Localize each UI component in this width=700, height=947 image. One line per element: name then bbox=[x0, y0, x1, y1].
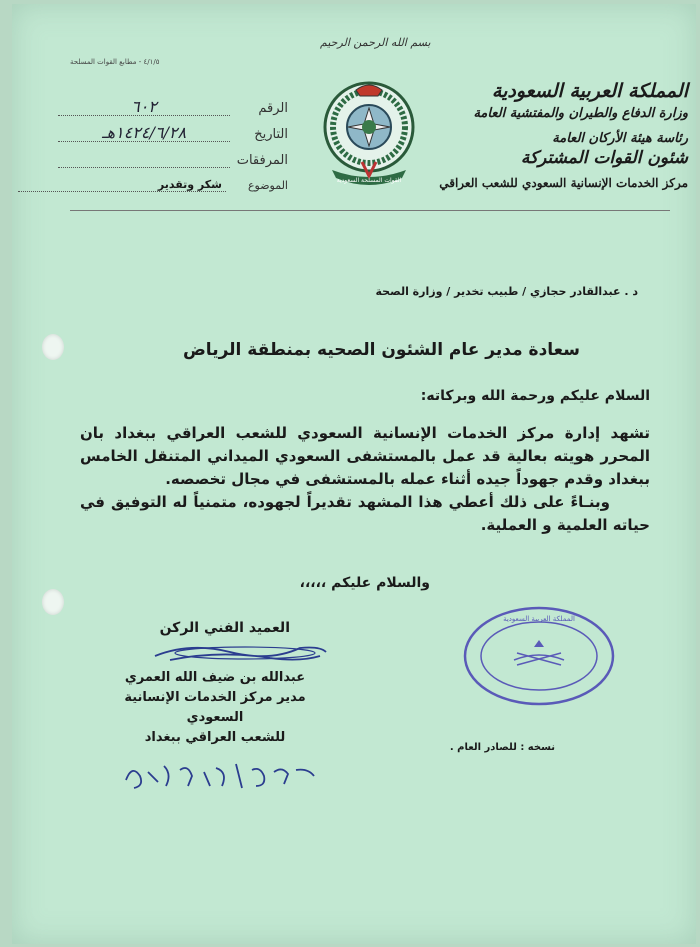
reference-number-row bbox=[58, 90, 288, 116]
letterhead-joint-forces: شئون القوات المشتركة bbox=[520, 148, 688, 168]
number-label: الرقم bbox=[258, 101, 288, 116]
attachments-row bbox=[58, 142, 288, 168]
copy-note: نسخه : للصادر العام . bbox=[449, 742, 555, 753]
binder-holes bbox=[12, 4, 48, 944]
letter-body bbox=[80, 422, 650, 537]
addressee: سعادة مدير عام الشئون الصحيه بمنطقة الرياض bbox=[182, 340, 580, 360]
emblem-caption: القوات المسلحة السعودية bbox=[336, 177, 402, 184]
handwritten-date-icon bbox=[118, 752, 328, 798]
signatory-position: مدير مركز الخدمات الإنسانية السعودي bbox=[124, 690, 306, 725]
subject-row bbox=[18, 178, 288, 192]
official-stamp-icon bbox=[462, 605, 617, 707]
stamp-text: المملكة العربية السعودية bbox=[503, 615, 575, 623]
recipient-note: د . عبدالقادر حجازي / طبيب تخدير / وزارة الصحة bbox=[375, 285, 638, 298]
handwritten-signature-icon bbox=[150, 638, 330, 666]
reference-date-row bbox=[58, 116, 288, 142]
signatory-rank: العميد الفني الركن bbox=[159, 620, 290, 636]
date-label: التاريخ bbox=[254, 127, 288, 142]
letterhead-staff: رئاسة هيئة الأركان العامة bbox=[552, 131, 688, 146]
bismillah: بسم الله الرحمن الرحيم bbox=[320, 36, 431, 49]
punch-hole bbox=[42, 334, 64, 360]
letterhead bbox=[439, 80, 688, 190]
body-paragraph: وبنـاءً على ذلك أعطي هذا المشهد تقديراً لجهوده، متمنياً له التوفيق في حياته العلمية و العملية. bbox=[80, 493, 650, 534]
subject-label: الموضوع bbox=[247, 179, 288, 192]
date-value: ١٤٢٤/٦/٢٨هـ bbox=[58, 123, 230, 142]
signatory-block bbox=[100, 668, 330, 748]
salutation: السلام عليكم ورحمة الله وبركاته: bbox=[420, 388, 650, 404]
letterhead-center: مركز الخدمات الإنسانية السعودي للشعب العراقي bbox=[439, 176, 688, 190]
armed-forces-emblem-icon bbox=[312, 72, 427, 197]
body-paragraph: تشهد إدارة مركز الخدمات الإنسانية السعودي للشعب العراقي ببغداد بان المحرر هويته بعالية قد عمل بالمستشفى السعودي الميداني المتنقل الخامس ببغداد وقدم جهوداً جيده أثناء عمله بالمستشفى في مجال تخصصه. bbox=[80, 424, 650, 488]
closing: والسلام عليكم ،،،،، bbox=[299, 575, 430, 591]
attachments-value bbox=[58, 149, 230, 168]
reference-block bbox=[58, 90, 288, 168]
signatory-position: للشعب العراقي ببغداد bbox=[144, 730, 286, 745]
attachments-label: المرفقات bbox=[236, 153, 288, 168]
subject-value: شكر وتقدير bbox=[18, 178, 226, 192]
letterhead-kingdom: المملكة العربية السعودية bbox=[491, 80, 688, 102]
number-value: ٦٠٢ bbox=[58, 97, 230, 116]
punch-hole bbox=[42, 589, 64, 615]
header-divider bbox=[70, 210, 670, 211]
printer-note: ٤/١/٥ - مطابع القوات المسلحة bbox=[70, 58, 160, 66]
letterhead-ministry: وزارة الدفاع والطيران والمفتشية العامة bbox=[473, 106, 688, 121]
signatory-name: عبدالله بن ضيف الله العمري bbox=[124, 670, 306, 685]
